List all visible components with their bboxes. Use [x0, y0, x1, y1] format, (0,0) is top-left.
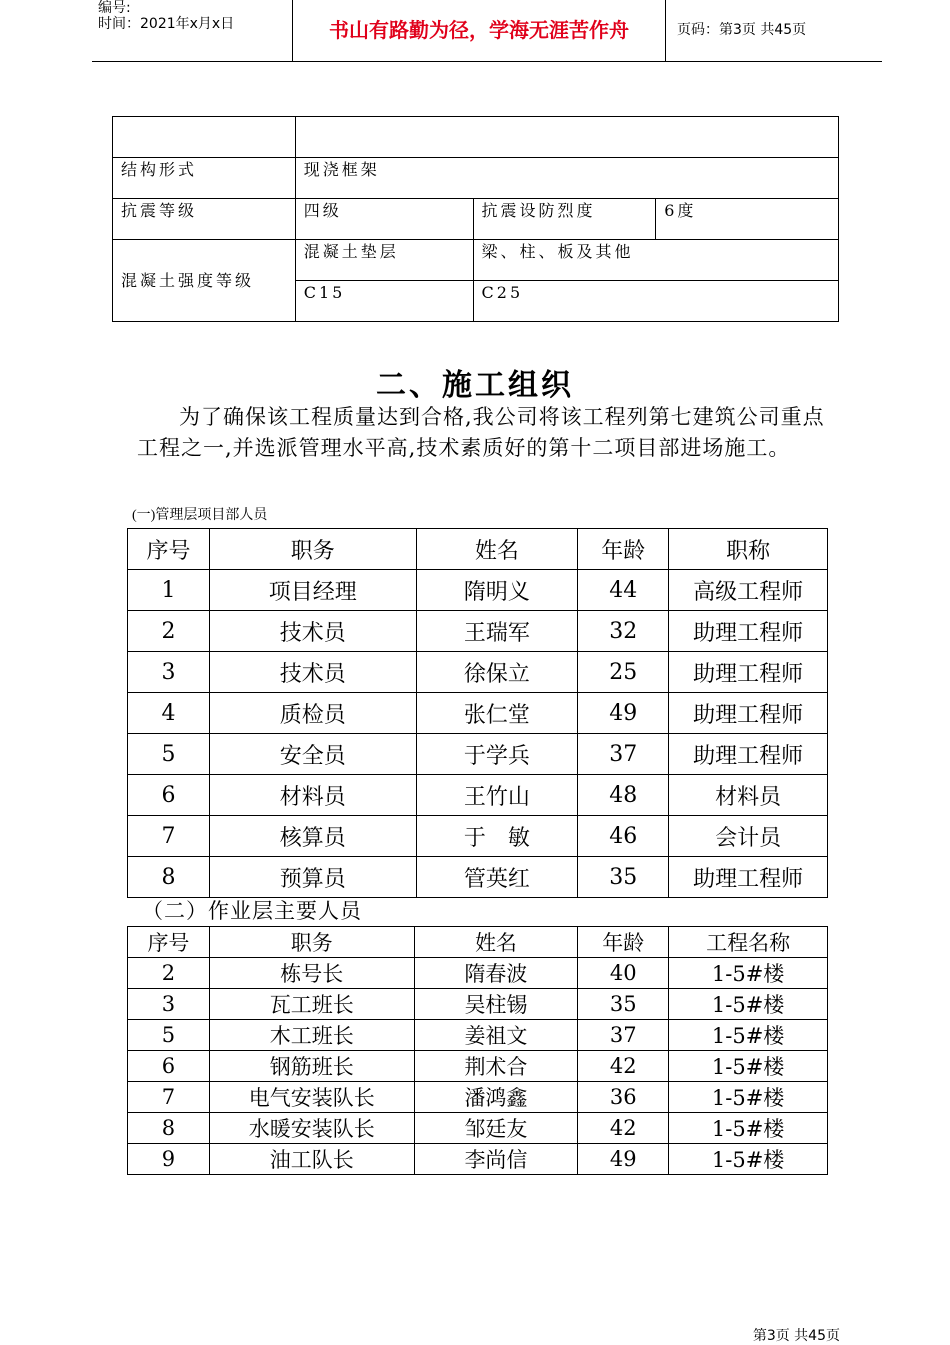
table-row	[128, 570, 828, 611]
table-cell: 3	[128, 989, 210, 1020]
table-cell	[113, 117, 296, 158]
table-cell: 25	[578, 652, 669, 693]
column-header: 职务	[209, 529, 416, 570]
table-cell: 36	[578, 1082, 669, 1113]
time-label: 时间：2021年x月x日	[98, 16, 235, 32]
table-cell: 48	[578, 775, 669, 816]
table-cell: 8	[128, 1113, 210, 1144]
column-header: 姓名	[414, 927, 578, 958]
operation-table	[127, 926, 828, 1175]
table-cell: 2	[128, 611, 210, 652]
table-header-row	[128, 927, 828, 958]
table-cell: 木工班长	[209, 1020, 414, 1051]
beam-label: 梁、柱、板及其他	[473, 240, 838, 281]
page-footer: 第3页 共45页	[752, 1328, 840, 1344]
table-row	[128, 989, 828, 1020]
table-cell: 1-5#楼	[669, 1051, 828, 1082]
intensity-value: 6度	[656, 199, 839, 240]
table-row	[113, 240, 839, 281]
table-row	[128, 1144, 828, 1175]
table-row	[113, 199, 839, 240]
table-cell: 1-5#楼	[669, 1082, 828, 1113]
table-cell: 6	[128, 1051, 210, 1082]
column-header: 年龄	[578, 529, 669, 570]
table-cell: 邹廷友	[414, 1113, 578, 1144]
table-cell: 32	[578, 611, 669, 652]
table-cell: 3	[128, 652, 210, 693]
page-header	[92, 0, 882, 62]
table-row	[113, 158, 839, 199]
table-cell: 助理工程师	[669, 857, 828, 898]
table-cell: 水暖安装队长	[209, 1113, 414, 1144]
table-cell: 1-5#楼	[669, 1113, 828, 1144]
table-cell: 49	[578, 1144, 669, 1175]
management-caption: (一)管理层项目部人员	[132, 508, 268, 523]
table-cell: 8	[128, 857, 210, 898]
table-cell: 栋号长	[209, 958, 414, 989]
header-motto: 书山有路勤为径，学海无涯苦作舟	[329, 18, 629, 42]
project-info-table	[112, 116, 839, 322]
table-cell: 助理工程师	[669, 734, 828, 775]
seismic-label: 抗震等级	[113, 199, 296, 240]
column-header: 职称	[669, 529, 828, 570]
table-cell: 王瑞军	[416, 611, 578, 652]
table-cell: 1-5#楼	[669, 989, 828, 1020]
table-cell: 徐保立	[416, 652, 578, 693]
table-cell: 隋明义	[416, 570, 578, 611]
table-cell: 1-5#楼	[669, 1144, 828, 1175]
table-cell: 瓦工班长	[209, 989, 414, 1020]
table-cell	[295, 117, 838, 158]
structure-label: 结构形式	[113, 158, 296, 199]
table-cell: 5	[128, 1020, 210, 1051]
cushion-value: C15	[295, 281, 473, 322]
table-cell: 管英红	[416, 857, 578, 898]
intro-paragraph	[137, 402, 837, 464]
table-cell: 于学兵	[416, 734, 578, 775]
table-cell: 安全员	[209, 734, 416, 775]
table-row	[128, 857, 828, 898]
table-cell: 37	[578, 1020, 669, 1051]
table-cell: 隋春波	[414, 958, 578, 989]
table-cell: 1-5#楼	[669, 1020, 828, 1051]
table-cell: 材料员	[209, 775, 416, 816]
table-cell: 吴柱锡	[414, 989, 578, 1020]
table-cell: 4	[128, 693, 210, 734]
table-cell: 1-5#楼	[669, 958, 828, 989]
table-cell: 高级工程师	[669, 570, 828, 611]
table-row	[113, 117, 839, 158]
table-row	[128, 1051, 828, 1082]
number-label: 编号:	[98, 0, 131, 16]
table-cell: 李尚信	[414, 1144, 578, 1175]
table-cell: 44	[578, 570, 669, 611]
table-cell: 6	[128, 775, 210, 816]
table-body	[128, 570, 828, 898]
column-header: 职务	[209, 927, 414, 958]
column-header: 序号	[128, 927, 210, 958]
cushion-label: 混凝土垫层	[295, 240, 473, 281]
table-cell: 9	[128, 1144, 210, 1175]
table-cell: 35	[578, 989, 669, 1020]
table-cell: 潘鸿鑫	[414, 1082, 578, 1113]
table-body	[128, 958, 828, 1175]
column-header: 年龄	[578, 927, 669, 958]
table-cell: 7	[128, 816, 210, 857]
table-cell: 质检员	[209, 693, 416, 734]
table-row	[128, 734, 828, 775]
beam-value: C25	[473, 281, 838, 322]
table-cell: 项目经理	[209, 570, 416, 611]
table-cell: 电气安装队长	[209, 1082, 414, 1113]
table-row	[128, 775, 828, 816]
operation-caption: （二）作业层主要人员	[142, 899, 362, 923]
table-row	[128, 693, 828, 734]
column-header: 姓名	[416, 529, 578, 570]
section-title: 二、施工组织	[376, 368, 574, 403]
table-row	[128, 652, 828, 693]
table-cell: 材料员	[669, 775, 828, 816]
seismic-value: 四级	[295, 199, 473, 240]
table-cell: 2	[128, 958, 210, 989]
table-cell: 技术员	[209, 611, 416, 652]
table-header-row	[128, 529, 828, 570]
table-cell: 1	[128, 570, 210, 611]
table-cell: 助理工程师	[669, 611, 828, 652]
table-cell: 42	[578, 1113, 669, 1144]
table-row	[128, 1020, 828, 1051]
table-cell: 46	[578, 816, 669, 857]
header-page-info: 页码：第3页 共45页	[677, 22, 807, 38]
table-cell: 预算员	[209, 857, 416, 898]
table-cell: 王竹山	[416, 775, 578, 816]
table-cell: 张仁堂	[416, 693, 578, 734]
table-row	[128, 1113, 828, 1144]
concrete-label: 混凝土强度等级	[113, 240, 296, 322]
header-meta	[98, 0, 298, 32]
table-cell: 5	[128, 734, 210, 775]
table-row	[128, 958, 828, 989]
table-cell: 助理工程师	[669, 693, 828, 734]
management-table	[127, 528, 828, 898]
column-header: 工程名称	[669, 927, 828, 958]
table-cell: 钢筋班长	[209, 1051, 414, 1082]
table-cell: 42	[578, 1051, 669, 1082]
table-cell: 助理工程师	[669, 652, 828, 693]
table-cell: 技术员	[209, 652, 416, 693]
column-header: 序号	[128, 529, 210, 570]
header-divider	[665, 0, 666, 61]
table-cell: 37	[578, 734, 669, 775]
table-cell: 49	[578, 693, 669, 734]
table-row	[128, 611, 828, 652]
paragraph-text: 为了确保该工程质量达到合格,我公司将该工程列第七建筑公司重点工程之一,并选派管理水平高,技术素质好的第十二项目部进场施工。	[137, 405, 825, 460]
table-row	[128, 816, 828, 857]
table-cell: 于 敏	[416, 816, 578, 857]
table-cell: 7	[128, 1082, 210, 1113]
table-cell: 油工队长	[209, 1144, 414, 1175]
structure-value: 现浇框架	[295, 158, 838, 199]
table-cell: 荆术合	[414, 1051, 578, 1082]
table-cell: 35	[578, 857, 669, 898]
table-cell: 姜祖文	[414, 1020, 578, 1051]
table-cell: 40	[578, 958, 669, 989]
table-cell: 核算员	[209, 816, 416, 857]
intensity-label: 抗震设防烈度	[473, 199, 656, 240]
table-row	[128, 1082, 828, 1113]
table-cell: 会计员	[669, 816, 828, 857]
